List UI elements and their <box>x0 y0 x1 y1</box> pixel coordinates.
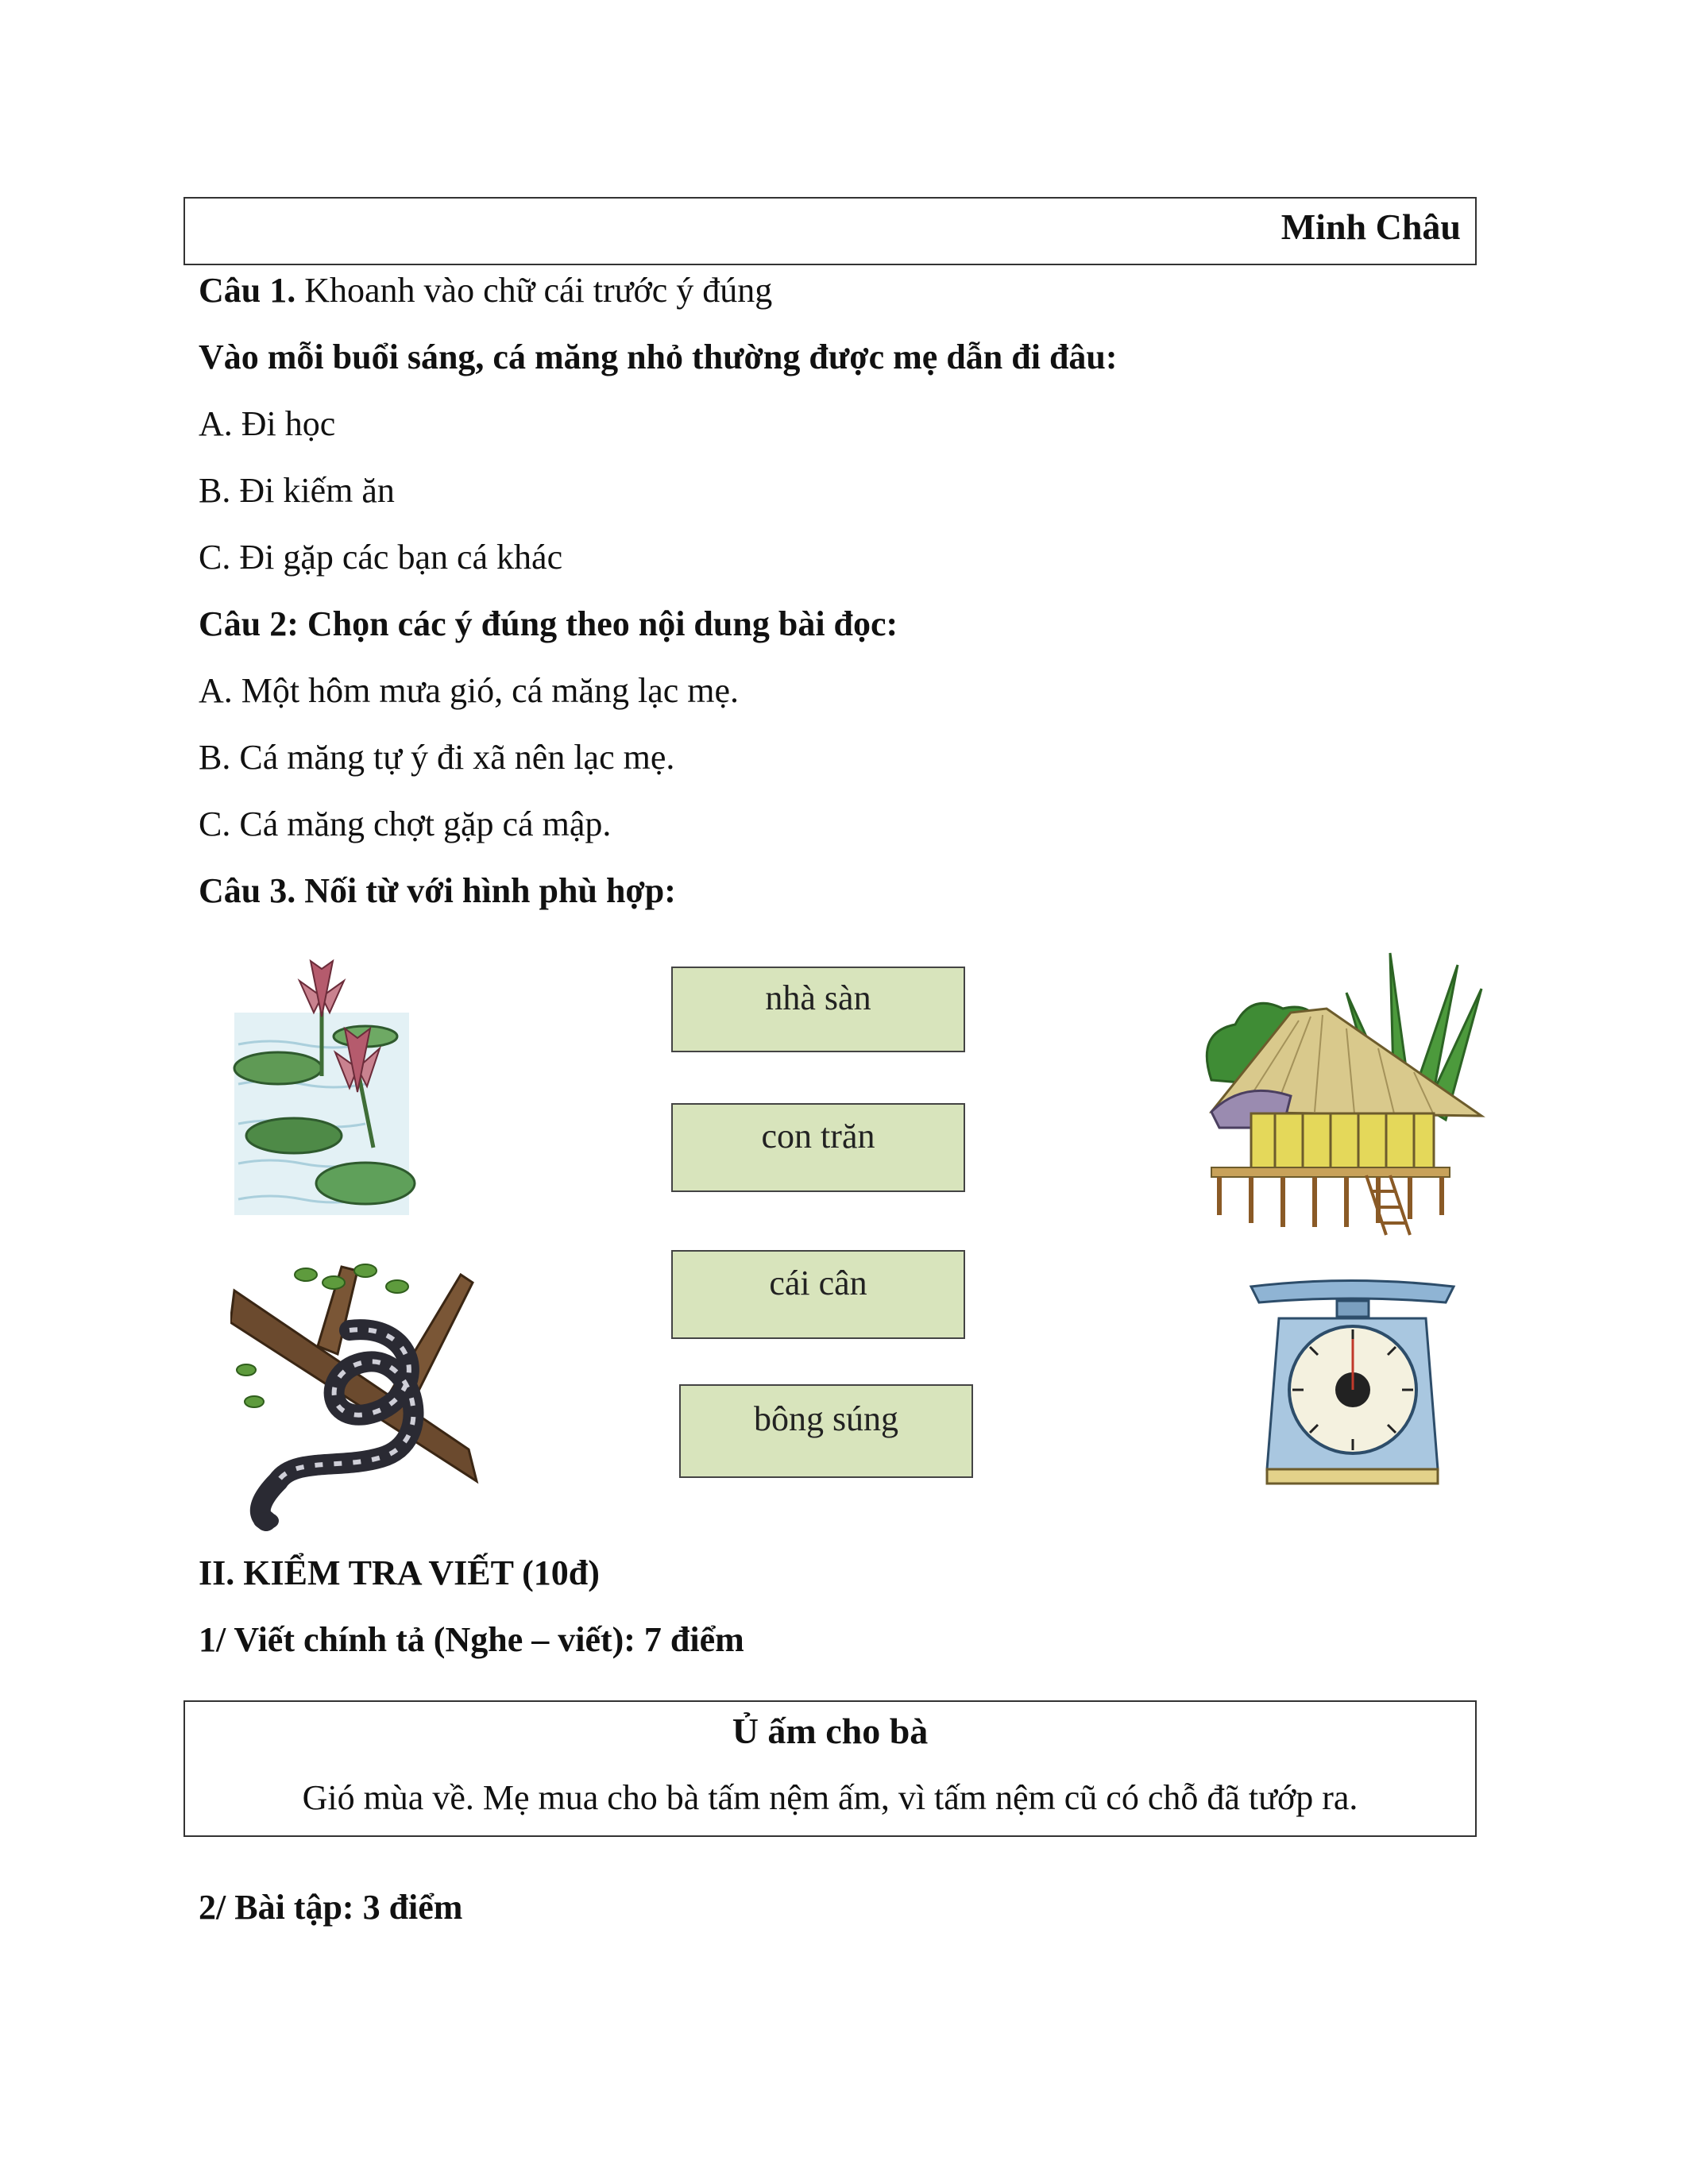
q2-option-c: C. Cá măng chợt gặp cá mập. <box>199 805 612 843</box>
q3-title: Câu 3. Nối từ với hình phù hợp: <box>199 871 676 910</box>
water-lily-picture[interactable] <box>218 949 425 1223</box>
dictation-text: Gió mùa về. Mẹ mua cho bà tấm nệm ấm, vì tấm nệm cũ có chỗ đã tướp ra. <box>302 1778 1358 1817</box>
q2-option-b: B. Cá măng tự ý đi xã nên lạc mẹ. <box>199 738 675 777</box>
author-box <box>183 197 1477 265</box>
word-box-cai-can[interactable]: cái cân <box>671 1250 965 1339</box>
q1-option-c: C. Đi gặp các bạn cá khác <box>199 538 563 577</box>
q1-option-b: B. Đi kiếm ăn <box>199 471 395 510</box>
q1-question: Vào mỗi buổi sáng, cá măng nhỏ thường được mẹ dẫn đi đâu: <box>199 338 1118 376</box>
stilt-house-picture[interactable] <box>1196 937 1485 1247</box>
section2-part2: 2/ Bài tập: 3 điểm <box>199 1888 463 1927</box>
section2-part1: 1/ Viết chính tả (Nghe – viết): 7 điểm <box>199 1620 744 1659</box>
author-name: Minh Châu <box>1280 206 1461 247</box>
section2-title: II. KIỂM TRA VIẾT (10đ) <box>199 1553 600 1592</box>
q1-instruction-line <box>199 268 772 313</box>
dictation-title: Ủ ấm cho bà <box>732 1711 929 1751</box>
q2-title: Câu 2: Chọn các ý đúng theo nội dung bài đọc: <box>199 604 898 643</box>
q1-instruction: Khoanh vào chữ cái trước ý đúng <box>295 271 773 310</box>
word-box-con-tran[interactable]: con trăn <box>671 1103 965 1192</box>
kitchen-scale-picture[interactable] <box>1243 1271 1462 1489</box>
dictation-box <box>183 1700 1477 1837</box>
q2-option-a: A. Một hôm mưa gió, cá măng lạc mẹ. <box>199 671 740 710</box>
word-box-nha-san[interactable]: nhà sàn <box>671 967 965 1052</box>
q1-option-a: A. Đi học <box>199 404 336 443</box>
q1-label: Câu 1. <box>199 271 296 310</box>
word-box-bong-sung[interactable]: bông súng <box>679 1384 973 1478</box>
python-snake-picture[interactable] <box>230 1259 489 1537</box>
